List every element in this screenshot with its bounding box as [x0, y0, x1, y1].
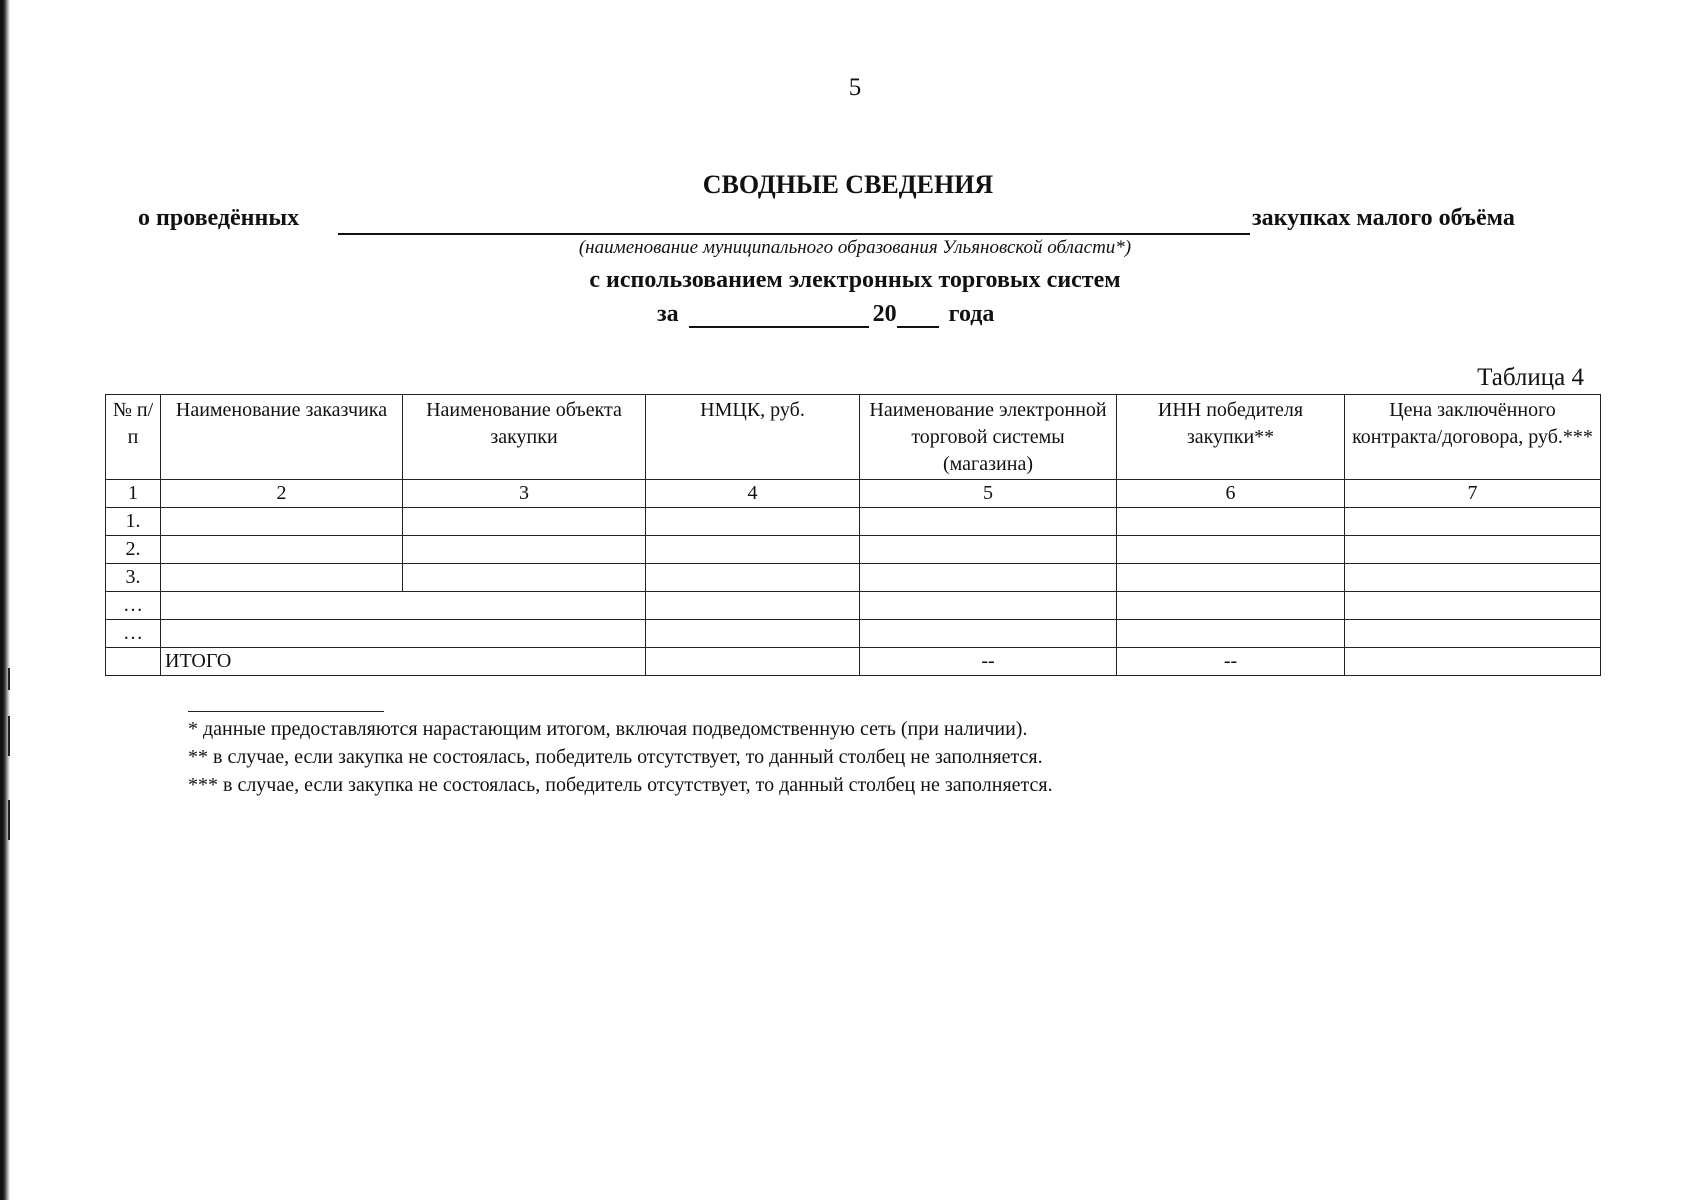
table-cell[interactable] — [860, 508, 1117, 536]
table-cell[interactable] — [1117, 592, 1345, 620]
total-dash: -- — [860, 648, 1117, 676]
header-cell: Наименование электронной торговой системы (магазина) — [860, 395, 1117, 480]
row-number: … — [106, 592, 161, 620]
table-cell[interactable] — [1345, 648, 1601, 676]
table-row — [106, 620, 1601, 648]
table-cell[interactable] — [646, 592, 860, 620]
table-cell[interactable] — [860, 536, 1117, 564]
municipality-hint: (наименование муниципального образования Ульяновской области*) — [578, 237, 1132, 258]
table-row — [106, 536, 1601, 564]
column-number: 4 — [646, 480, 860, 508]
footnote: *** в случае, если закупка не состоялась, победитель отсутствует, то данный столбец не заполняется. — [188, 774, 1053, 796]
table-row — [106, 508, 1601, 536]
row-number: … — [106, 620, 161, 648]
footnote-rule — [188, 711, 384, 712]
page-number: 5 — [848, 74, 862, 101]
table-cell[interactable] — [646, 508, 860, 536]
table-cell[interactable] — [1117, 536, 1345, 564]
period-goda: года — [948, 301, 995, 327]
scan-mark — [8, 668, 10, 690]
total-dash: -- — [1117, 648, 1345, 676]
column-number: 7 — [1345, 480, 1601, 508]
table-cell[interactable] — [1345, 508, 1601, 536]
scan-mark — [8, 800, 10, 840]
row-number: 3. — [106, 564, 161, 592]
municipality-blank — [338, 233, 1250, 235]
table-cell[interactable] — [161, 592, 646, 620]
period-za: за — [657, 301, 679, 327]
table-cell[interactable] — [1117, 620, 1345, 648]
table-cell[interactable] — [646, 648, 860, 676]
table-cell[interactable] — [1117, 564, 1345, 592]
total-row — [106, 648, 1601, 676]
table-cell[interactable] — [1345, 564, 1601, 592]
period-year-prefix: 20 — [872, 301, 897, 327]
table-cell — [106, 648, 161, 676]
footnote: * данные предоставляются нарастающим итогом, включая подведомственную сеть (при наличии). — [188, 718, 1028, 740]
table-cell[interactable] — [1345, 536, 1601, 564]
table-cell[interactable] — [161, 536, 403, 564]
table-cell[interactable] — [403, 508, 646, 536]
period-blank — [689, 300, 869, 328]
header-cell: № п/п — [106, 395, 161, 480]
header-cell: ИНН победителя закупки** — [1117, 395, 1345, 480]
table-cell[interactable] — [646, 564, 860, 592]
scan-mark — [8, 716, 10, 756]
table-cell[interactable] — [161, 620, 646, 648]
column-number: 6 — [1117, 480, 1345, 508]
table-cell[interactable] — [1345, 592, 1601, 620]
row-number: 2. — [106, 536, 161, 564]
table-cell[interactable] — [161, 508, 403, 536]
column-number: 5 — [860, 480, 1117, 508]
year-blank — [897, 300, 939, 328]
footnote: ** в случае, если закупка не состоялась, победитель отсутствует, то данный столбец не заполняется. — [188, 746, 1043, 768]
title-line-2 — [138, 205, 1568, 239]
column-number: 3 — [403, 480, 646, 508]
column-number: 1 — [106, 480, 161, 508]
table-cell[interactable] — [860, 564, 1117, 592]
table-caption: Таблица 4 — [1477, 364, 1584, 391]
table-cell[interactable] — [646, 620, 860, 648]
period-line — [657, 300, 994, 332]
document-title: СВОДНЫЕ СВЕДЕНИЯ — [702, 170, 994, 199]
line2-suffix: закупках малого объёма — [1252, 205, 1515, 231]
table-cell[interactable] — [403, 564, 646, 592]
column-number: 2 — [161, 480, 403, 508]
column-number-row — [106, 480, 1601, 508]
summary-table — [105, 394, 1601, 676]
title-line-3: с использованием электронных торговых систем — [589, 267, 1121, 293]
total-label: ИТОГО — [161, 648, 646, 676]
table-header-row — [106, 395, 1601, 480]
table-cell[interactable] — [161, 564, 403, 592]
table-row — [106, 592, 1601, 620]
row-number: 1. — [106, 508, 161, 536]
table-cell[interactable] — [1117, 508, 1345, 536]
line2-prefix: о проведённых — [138, 205, 300, 231]
table-cell[interactable] — [860, 620, 1117, 648]
table-cell[interactable] — [403, 536, 646, 564]
table-cell[interactable] — [1345, 620, 1601, 648]
table-cell[interactable] — [860, 592, 1117, 620]
table-row — [106, 564, 1601, 592]
header-cell: Цена заключённого контракта/договора, руб.*** — [1345, 395, 1601, 480]
header-cell: НМЦК, руб. — [646, 395, 860, 480]
header-cell: Наименование заказчика — [161, 395, 403, 480]
table-cell[interactable] — [646, 536, 860, 564]
header-cell: Наименование объекта закупки — [403, 395, 646, 480]
